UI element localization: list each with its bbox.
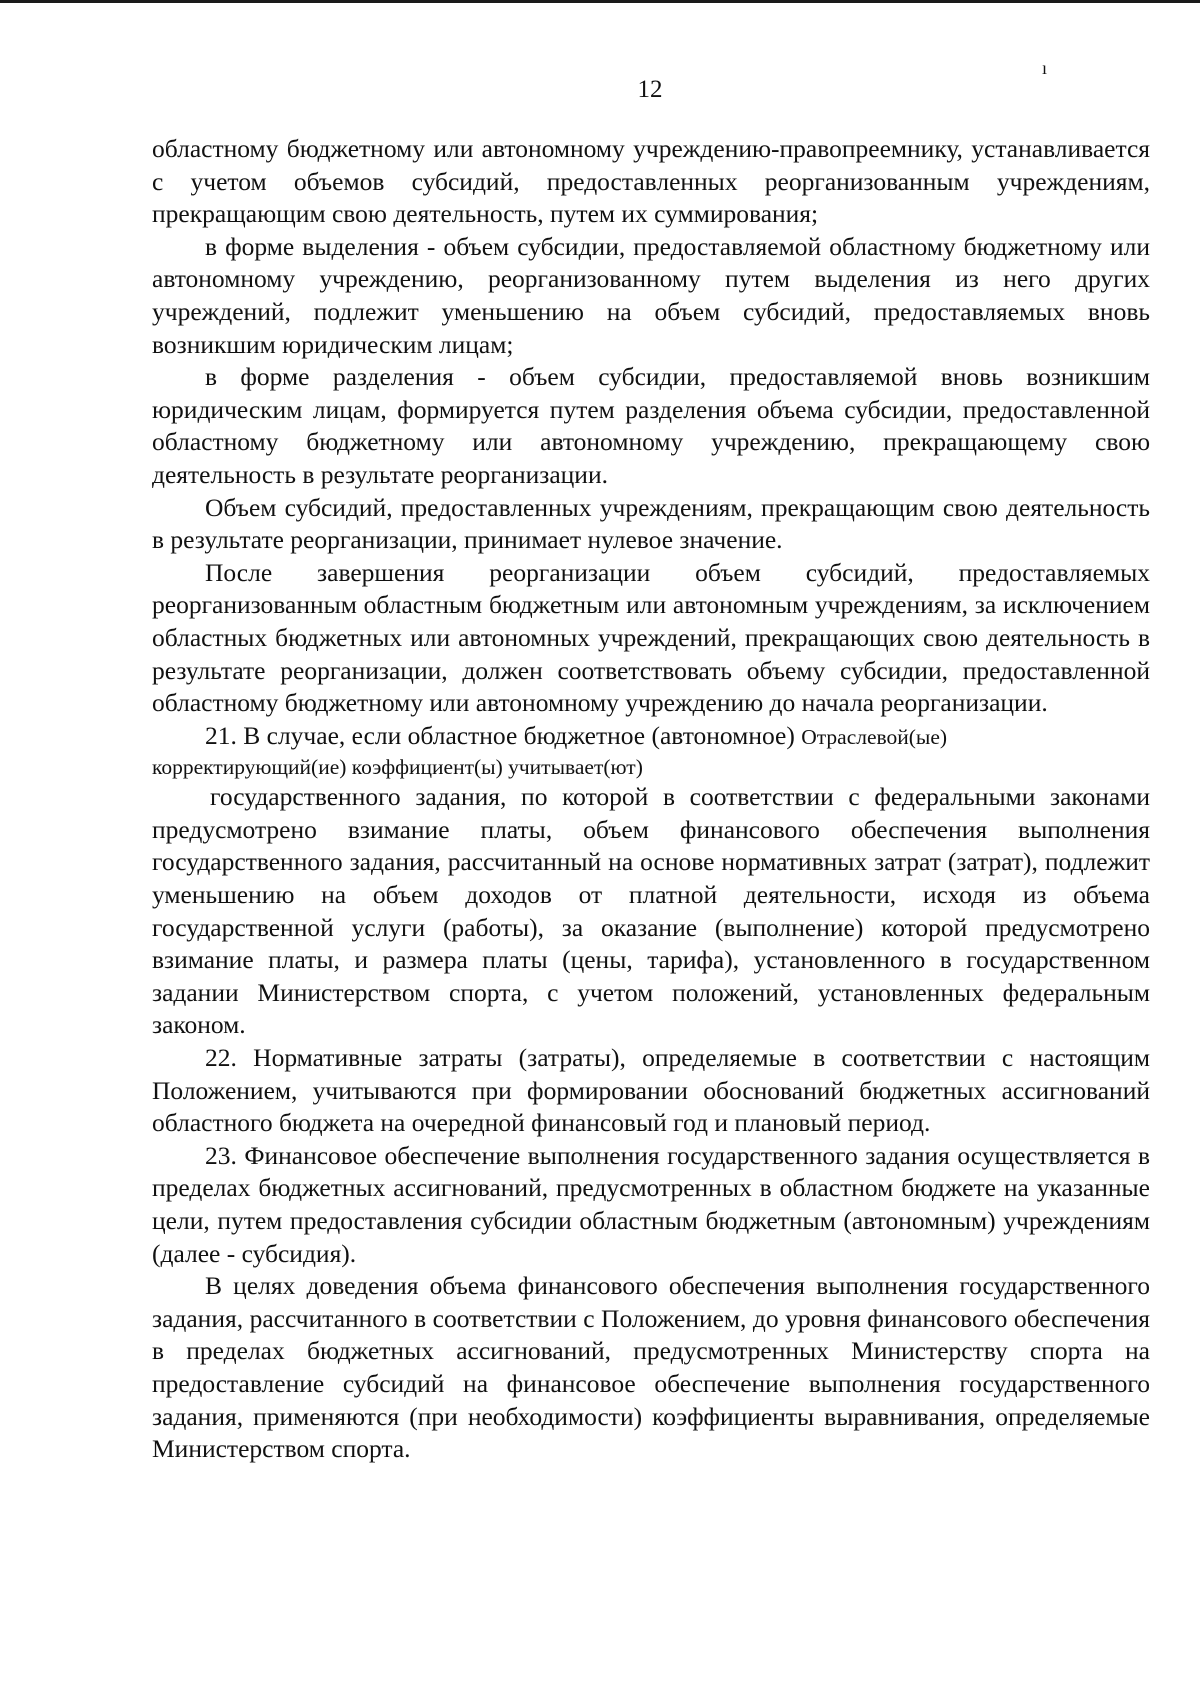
- paragraph-5: После завершения реорганизации объем субсидий, предоставляемых реорганизованным областным бюджетным или автономным учреждениям, за исключением областных бюджетных или автономных учреждений, прекращающих свою деятельность в результате реорганизации, должен соответствовать объему субсидии, предоставленной областному бюджетному или автономному учреждению до начала реорганизации.: [152, 557, 1150, 718]
- item-21-note-b: корректирующий(ие) коэффициент(ы) учитывает(ют): [152, 755, 643, 780]
- paragraph-22: 22. Нормативные затраты (затраты), определяемые в соответствии с настоящим Положением, учитываются при формировании обоснований бюджетных ассигнований областного бюджета на очередной финансовый год и плановый период.: [152, 1043, 1150, 1138]
- paragraph-2: в форме выделения - объем субсидии, предоставляемой областному бюджетному или автономному учреждению, реорганизованному путем выделения из него других учреждений, подлежит уменьшению на объем субсидий, предоставляемых вновь возникшим юридическим лицам;: [152, 231, 1150, 359]
- item-21-note-a: Отраслевой(ые): [801, 724, 948, 749]
- paragraph-4: Объем субсидий, предоставленных учреждениям, прекращающим свою деятельность в результате реорганизации, принимает нулевое значение.: [152, 492, 1150, 555]
- paragraph-23: 23. Финансовое обеспечение выполнения государственного задания осуществляется в пределах бюджетных ассигнований, предусмотренных в областном бюджете на указанные цели, путем предоставления субсидии областным бюджетным (автономным) учреждениям (далее - субсидия).: [152, 1140, 1150, 1268]
- page-number: 12: [637, 76, 663, 103]
- item-21-continuation: государственного задания, по которой в соответствии с федеральными законами предусмотрено взимание платы, объем финансового обеспечения выполнения государственного задания, рассчитанный на основе нормативных затрат (затрат), подлежит уменьшению на объем доходов от платной деятельности, исходя из объема государственной услуги (работы), за оказание (выполнение) которой предусмотрено взимание платы, и размера платы (цены, тарифа), установленного в государственном задании Министерством спорта, с учетом положений, установленных федеральным законом.: [152, 782, 1150, 1040]
- paragraph-3: в форме разделения - объем субсидии, предоставляемой вновь возникшим юридическим лицам, формируется путем разделения объема субсидии, предоставленной областному бюджетному или автономному учреждению, прекращающему свою деятельность в результате реорганизации.: [152, 362, 1150, 489]
- top-border-rule: [0, 0, 1200, 3]
- paragraph-23-continued: В целях доведения объема финансового обеспечения выполнения государственного задания, рассчитанного в соответствии с Положением, до уровня финансового обеспечения в пределах бюджетных ассигнований, предусмотренных Министерству спорта на предоставление субсидий на финансовое обеспечение выполнения государственного задания, применяются (при необходимости) коэффициенты выравнивания, определяемые Министерством спорта.: [152, 1271, 1150, 1464]
- item-21-lead-line: [152, 720, 1150, 754]
- paragraph-1: областному бюджетному или автономному учреждению-правопреемнику, устанавливается с учетом объемов субсидий, предоставленных реорганизованным учреждениям, прекращающим свою деятельность, путем их суммирования;: [152, 134, 1150, 229]
- document-body: [152, 133, 1150, 1466]
- corner-mark: ı: [1042, 58, 1048, 78]
- item-21-lead: 21. В случае, если областное бюджетное (автономное): [205, 720, 795, 750]
